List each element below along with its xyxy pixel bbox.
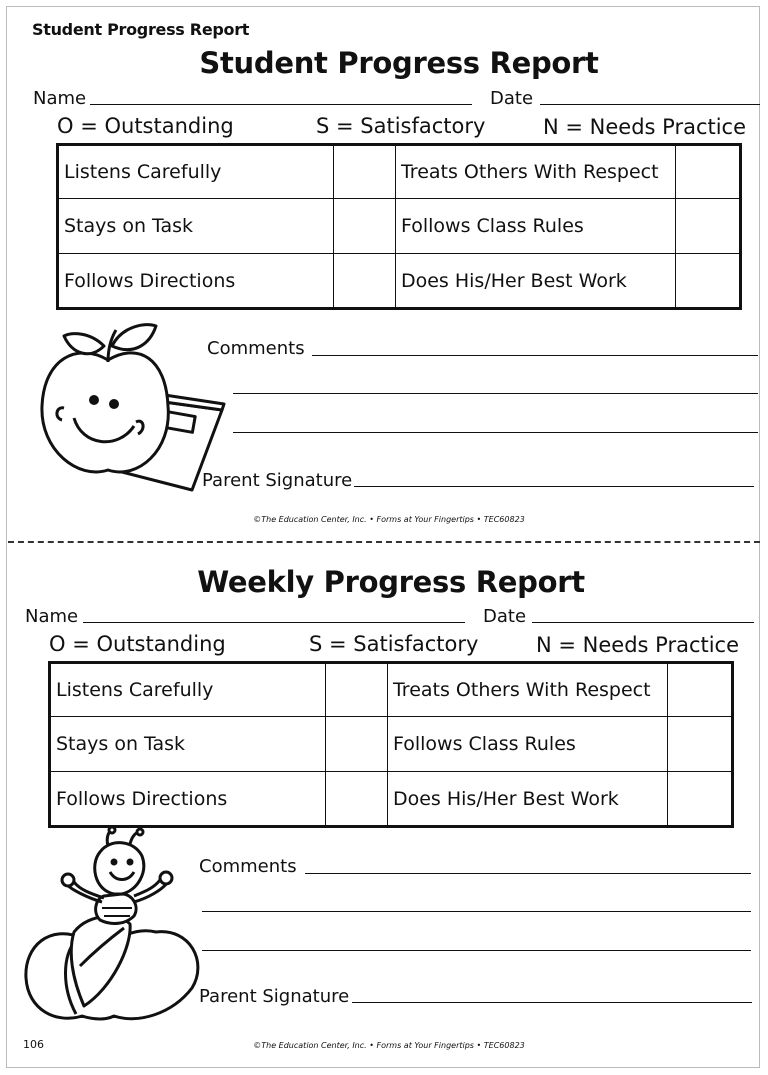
legend-satisfactory: S = Satisfactory	[316, 114, 486, 138]
page-header: Student Progress Report	[32, 20, 250, 39]
report-title: Weekly Progress Report	[197, 565, 585, 599]
legend-outstanding: O = Outstanding	[57, 114, 234, 138]
behavior-label: Stays on Task	[50, 717, 326, 772]
signature-field[interactable]	[352, 1002, 752, 1003]
behavior-label: Stays on Task	[58, 199, 334, 254]
report-title: Student Progress Report	[199, 46, 599, 80]
table-row	[50, 772, 733, 827]
table-row	[58, 199, 741, 254]
behavior-label: Listens Carefully	[58, 145, 334, 199]
signature-field[interactable]	[354, 486, 754, 487]
comments-line-1[interactable]	[305, 873, 751, 874]
behavior-label: Treats Others With Respect	[387, 663, 667, 717]
behavior-label: Follows Class Rules	[395, 199, 675, 254]
rating-box[interactable]	[333, 199, 395, 254]
name-field[interactable]	[90, 104, 472, 105]
behavior-label: Follows Class Rules	[387, 717, 667, 772]
legend-needs-practice: N = Needs Practice	[543, 115, 747, 139]
rating-box[interactable]	[675, 254, 740, 309]
rating-box[interactable]	[325, 663, 387, 717]
comments-line-3[interactable]	[202, 950, 751, 951]
table-row	[58, 254, 741, 309]
table-row	[50, 663, 733, 717]
behavior-label: Follows Directions	[58, 254, 334, 309]
comments-line-2[interactable]	[202, 911, 751, 912]
name-label: Name	[33, 88, 87, 109]
apple-with-book-icon	[38, 322, 228, 494]
behavior-label: Does His/Her Best Work	[395, 254, 675, 309]
comments-line-1[interactable]	[312, 355, 758, 356]
signature-label: Parent Signature	[202, 470, 353, 491]
worm-on-apple-icon	[22, 828, 202, 1024]
rating-box[interactable]	[333, 145, 395, 199]
name-label: Name	[25, 606, 79, 627]
comments-label: Comments	[207, 338, 305, 359]
rating-box[interactable]	[675, 199, 740, 254]
behavior-label: Follows Directions	[50, 772, 326, 827]
page-number: 106	[23, 1038, 44, 1051]
comments-label: Comments	[199, 856, 297, 877]
comments-line-2[interactable]	[233, 393, 758, 394]
rating-box[interactable]	[667, 663, 732, 717]
legend-needs-practice: N = Needs Practice	[536, 633, 740, 657]
rating-table	[48, 661, 734, 828]
rating-box[interactable]	[325, 717, 387, 772]
table-row	[58, 145, 741, 199]
cut-line	[8, 541, 760, 543]
copyright-footer: ©The Education Center, Inc. • Forms at Your Fingertips • TEC60823	[253, 1041, 525, 1050]
rating-box[interactable]	[675, 145, 740, 199]
comments-line-3[interactable]	[233, 432, 758, 433]
legend-satisfactory: S = Satisfactory	[309, 632, 479, 656]
date-label: Date	[483, 606, 527, 627]
signature-label: Parent Signature	[199, 986, 350, 1007]
date-field[interactable]	[540, 104, 760, 105]
behavior-label: Does His/Her Best Work	[387, 772, 667, 827]
copyright-footer: ©The Education Center, Inc. • Forms at Your Fingertips • TEC60823	[253, 515, 525, 524]
rating-box[interactable]	[325, 772, 387, 827]
behavior-label: Listens Carefully	[50, 663, 326, 717]
rating-table	[56, 143, 742, 310]
rating-box[interactable]	[667, 717, 732, 772]
rating-box[interactable]	[667, 772, 732, 827]
legend-outstanding: O = Outstanding	[49, 632, 226, 656]
behavior-label: Treats Others With Respect	[395, 145, 675, 199]
date-field[interactable]	[532, 622, 754, 623]
name-field[interactable]	[83, 622, 465, 623]
rating-box[interactable]	[333, 254, 395, 309]
table-row	[50, 717, 733, 772]
date-label: Date	[490, 88, 534, 109]
